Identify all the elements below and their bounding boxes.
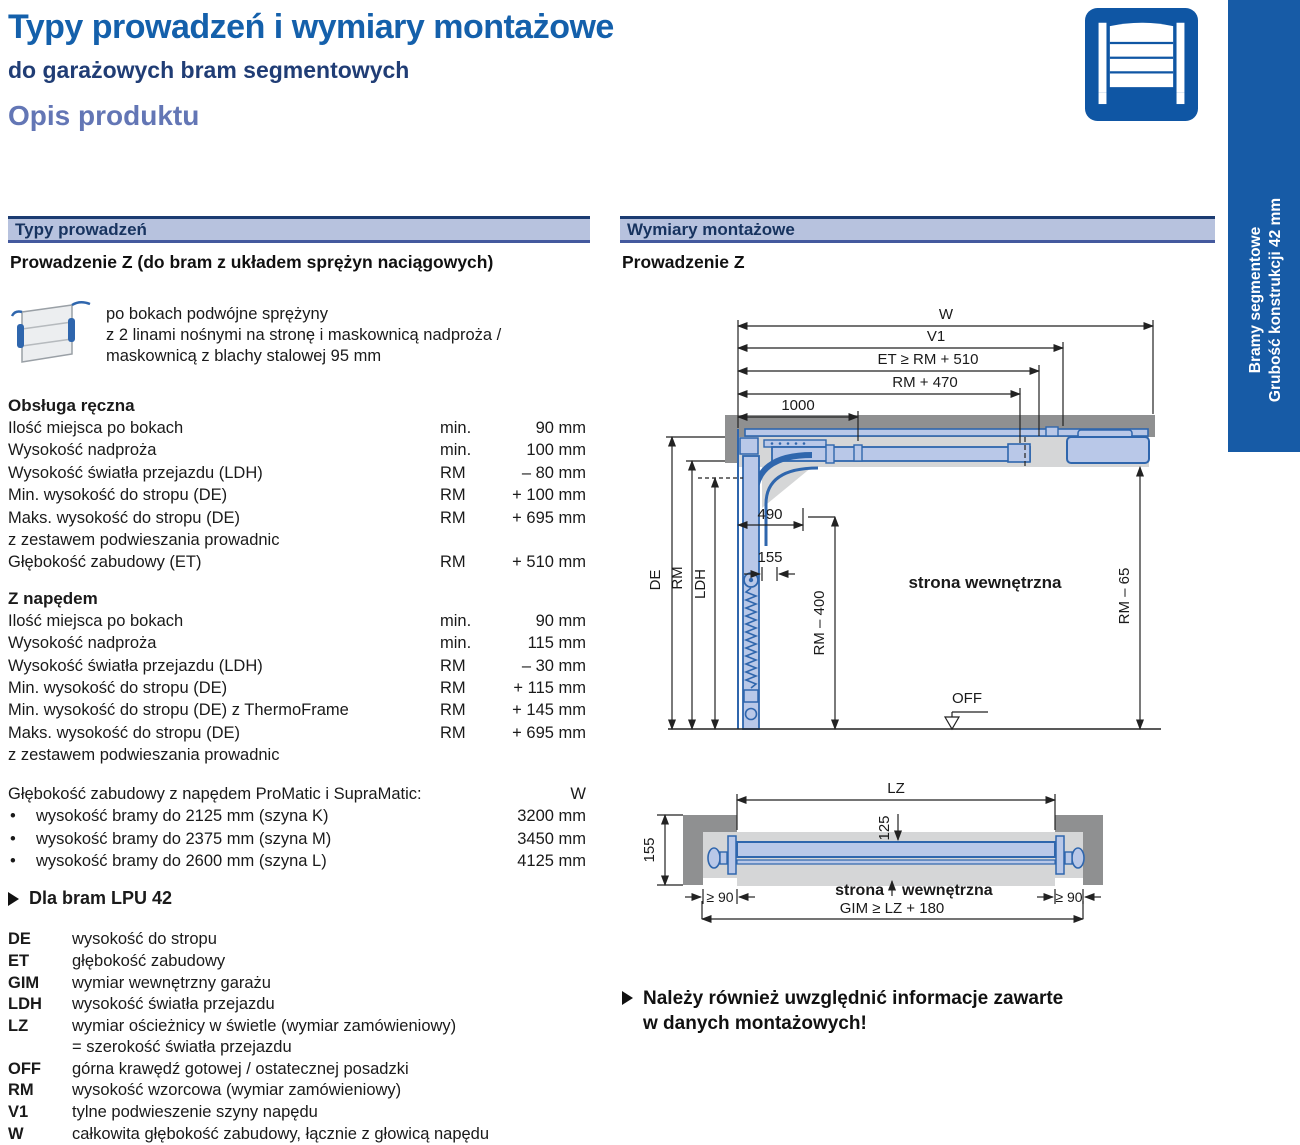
dim-w: W — [938, 306, 954, 323]
dim-rm400: RM – 400 — [811, 590, 828, 656]
table-row: z zestawem podwieszania prowadnic — [8, 746, 280, 765]
spring-door-icon — [8, 296, 92, 381]
track-intro-text — [106, 296, 501, 381]
table-row: Ilość miejsca po bokach min. 90 mm — [8, 419, 586, 437]
dim-lz: LZ — [887, 780, 905, 797]
track-intro — [8, 296, 586, 381]
powered-group-title: Z napędem — [8, 588, 98, 608]
edge-tab-line2: Grubość konstrukcji 42 mm — [1267, 197, 1284, 403]
table-row: z zestawem podwieszania prowadnic — [8, 531, 280, 550]
legend-row: DE wysokość do stropu — [8, 930, 217, 949]
mounting-subheader: Prowadzenie Z — [622, 252, 745, 272]
table-row: • wysokość bramy do 2600 mm (szyna L) 4125 mm — [8, 850, 586, 872]
edge-tab — [1228, 0, 1300, 452]
powered-spec-table — [8, 610, 586, 767]
sectional-door-icon — [1085, 8, 1198, 121]
section-bar-track-types: Typy prowadzeń — [8, 216, 590, 243]
dim-v1: V1 — [926, 328, 946, 345]
table-row: Ilość miejsca po bokach min. 90 mm — [8, 611, 586, 630]
bullet: • — [10, 829, 16, 848]
table-row: Głębokość zabudowy (ET) RM + 510 mm — [8, 553, 586, 572]
page-subtitle: do garażowych bram segmentowych — [8, 57, 410, 83]
frame-band — [703, 832, 1083, 886]
bullet: • — [10, 851, 16, 870]
dim-rm470: RM + 470 — [892, 374, 958, 391]
inner-side-label-2: wewnętrzna — [902, 882, 993, 899]
dim-rm65: RM – 65 — [1116, 567, 1133, 625]
drive-depth-block — [8, 783, 586, 873]
legend-row: LDH wysokość światła przejazdu — [8, 995, 275, 1014]
intro-line: maskownicą z blachy stalowej 95 mm — [106, 347, 382, 365]
dim-rm: RM — [669, 566, 686, 590]
table-row: Głębokość zabudowy z napędem ProMatic i SupraMatic: W — [8, 784, 586, 803]
dim-155: 155 — [757, 549, 783, 566]
table-row: Maks. wysokość do stropu (DE) RM + 695 mm — [8, 723, 586, 742]
legend-row: ET głębokość zabudowy — [8, 951, 226, 970]
dim-155-plan: 155 — [641, 837, 658, 863]
page-title: Typy prowadzeń i wymiary montażowe — [8, 8, 614, 46]
legend-row: RM wysokość wzorcowa (wymiar zamówieniowy) — [8, 1081, 402, 1100]
operator-head — [1067, 437, 1149, 463]
table-row: Wysokość światła przejazdu (LDH) RM – 30 mm — [8, 656, 586, 675]
legend-row: LZ wymiar ościeżnicy w świetle (wymiar zamówieniowy) = szerokość światła przejazdu — [8, 1016, 457, 1057]
arrow-right-icon — [622, 991, 633, 1005]
legend-row: OFF górna krawędź gotowej / ostatecznej posadzki — [8, 1059, 409, 1078]
table-row: Wysokość nadproża min. 115 mm — [8, 634, 586, 653]
table-row: Wysokość światła przejazdu (LDH) RM – 80 mm — [8, 463, 586, 482]
left-column — [8, 286, 586, 1145]
inner-side-label: strona wewnętrzna — [908, 573, 1062, 592]
bullet: • — [10, 807, 16, 826]
intro-line: po bokach podwójne sprężyny — [106, 305, 328, 323]
dim-ldh: LDH — [692, 568, 709, 600]
legend-row: V1 tylne podwieszenie szyny napędu — [8, 1103, 318, 1122]
dim-gim: GIM ≥ LZ + 180 — [839, 900, 945, 917]
legend-row: W całkowita głębokość zabudowy, łącznie z głowicą napędu — [8, 1124, 490, 1143]
edge-tab-line1: Bramy segmentowe — [1247, 226, 1264, 374]
dim-490: 490 — [757, 506, 783, 523]
legend-row: GIM wymiar wewnętrzny garażu — [8, 973, 271, 992]
intro-line: z 2 linami nośnymi na stronę i maskownicą nadproża / — [106, 326, 502, 344]
side-section-diagram — [640, 288, 1220, 748]
dim-de: DE — [647, 569, 664, 591]
table-row: • wysokość bramy do 2125 mm (szyna K) 3200 mm — [8, 805, 586, 827]
plan-view-diagram — [640, 770, 1220, 935]
track-type-subheader: Prowadzenie Z (do bram z układem sprężyn naciągowych) — [10, 252, 494, 272]
lintel — [725, 437, 738, 463]
arrow-right-icon — [8, 892, 19, 906]
manual-spec-table — [8, 417, 586, 574]
abbreviation-legend — [8, 929, 586, 1145]
table-row: • wysokość bramy do 2375 mm (szyna M) 3450 mm — [8, 828, 586, 850]
lpu-note — [8, 888, 586, 909]
dim-125: 125 — [876, 815, 893, 841]
off-label: OFF — [952, 690, 982, 707]
section-bar-mounting-dims: Wymiary montażowe — [620, 216, 1215, 243]
table-row: Min. wysokość do stropu (DE) RM + 100 mm — [8, 486, 586, 505]
dim-ge90-left: ≥ 90 — [706, 889, 734, 905]
lpu-note-text: Dla bram LPU 42 — [29, 888, 173, 909]
manual-group-title: Obsługa ręczna — [8, 396, 135, 415]
table-row: Min. wysokość do stropu (DE) z ThermoFrame RM + 145 mm — [8, 701, 586, 720]
note-text: Należy również uwzględnić informacje zawarte w danych montażowych! — [643, 988, 1064, 1034]
dim-1000: 1000 — [781, 397, 815, 414]
table-row: Maks. wysokość do stropu (DE) RM + 695 mm — [8, 508, 586, 527]
table-row: Min. wysokość do stropu (DE) RM + 115 mm — [8, 679, 586, 698]
section-heading: Opis produktu — [8, 100, 200, 131]
dim-et: ET ≥ RM + 510 — [877, 351, 979, 368]
table-row: Wysokość nadproża min. 100 mm — [8, 441, 586, 460]
inner-side-label-1: strona — [835, 882, 884, 899]
mounting-data-note — [622, 986, 1063, 1036]
dim-ge90-right: ≥ 90 — [1055, 889, 1083, 905]
